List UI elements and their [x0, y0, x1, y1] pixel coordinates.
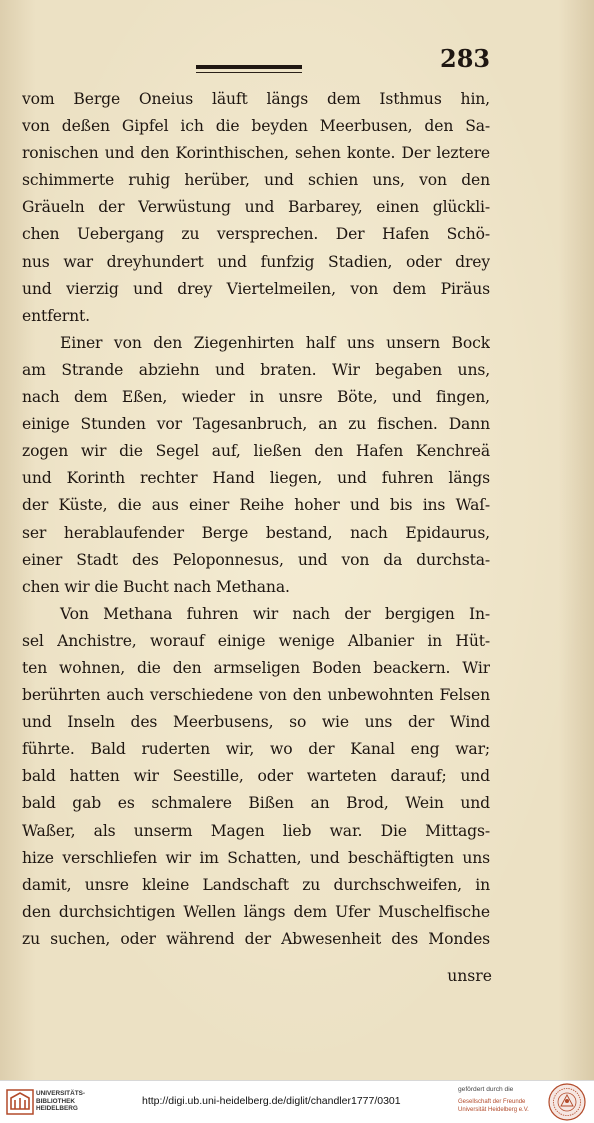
- text-line: schimmerte ruhig herüber, und schien uns, von den: [22, 171, 490, 190]
- text-line: und Inseln des Meerbusens, so wie uns der Wind: [22, 713, 490, 732]
- text-line: entfernt.: [22, 306, 90, 325]
- text-line: vom Berge Oneius läuft längs dem Isthmus hin,: [22, 90, 490, 108]
- text-line: chen wir die Bucht nach Methana.: [22, 577, 290, 596]
- text-line: bald gab es schmalere Bißen an Brod, Wein und: [22, 794, 490, 813]
- text-line: zu suchen, oder während der Abwesenheit des Mondes: [22, 929, 490, 948]
- text-line: den durchsichtigen Wellen längs dem Ufer Muschelfische: [22, 902, 490, 921]
- catchword: unsre: [447, 967, 492, 985]
- university-library-logo-icon: [6, 1089, 34, 1115]
- text-body: [22, 86, 490, 953]
- text-line: und vierzig und drey Viertelmeilen, von dem Piräus: [22, 279, 490, 298]
- text-line: nach dem Eßen, wieder in unsre Böte, und fingen,: [22, 388, 490, 407]
- text-line: ronischen und den Korinthischen, sehen konte. Der leztere: [22, 144, 490, 163]
- text-line: von deßen Gipfel ich die beyden Meerbusen, den Sa-: [22, 117, 490, 136]
- text-line: einer Stadt des Peloponnesus, und von da durchsta-: [22, 550, 490, 569]
- text-line: Waßer, als unserm Magen lieb war. Die Mittags-: [22, 821, 490, 840]
- text-line: damit, unsre kleine Landschaft zu durchschweifen, in: [22, 875, 490, 894]
- university-seal-icon: [548, 1083, 586, 1121]
- header-rule: [196, 65, 302, 69]
- text-line: ser herablaufender Berge bestand, nach Epidaurus,: [22, 523, 490, 542]
- permalink-url[interactable]: http://digi.ub.uni-heidelberg.de/diglit/chandler1777/0301: [142, 1095, 401, 1107]
- text-line: chen Uebergang zu versprechen. Der Hafen Schö-: [22, 225, 490, 244]
- text-line: sel Anchistre, worauf einige wenige Albanier in Hüt-: [22, 631, 490, 650]
- text-line: berührten auch verschiedene von den unbewohnten Felsen: [22, 686, 490, 705]
- library-name-line: BIBLIOTHEK: [36, 1097, 76, 1105]
- text-line: nus war dreyhundert und funfzig Stadien, oder drey: [22, 252, 490, 271]
- page-number: 283: [440, 44, 491, 73]
- library-name-line: UNIVERSITÄTS-: [36, 1090, 85, 1097]
- viewer-footer: [0, 1080, 594, 1123]
- library-name-line: HEIDELBERG: [36, 1105, 78, 1113]
- text-line: zogen wir die Segel auf, ließen den Hafen Kenchreä: [22, 442, 490, 461]
- text-line: ten wohnen, die den armseligen Boden beackern. Wir: [22, 658, 490, 677]
- text-line: Gräueln der Verwüstung und Barbarey, einen glückli-: [22, 198, 490, 217]
- text-line: der Küste, die aus einer Reihe hoher und bis ins Waſ-: [22, 496, 490, 515]
- text-line: einige Stunden vor Tagesanbruch, an zu fischen. Dann: [22, 415, 490, 434]
- university-library-name: [36, 1090, 106, 1113]
- text-line: und Korinth rechter Hand liegen, und fuhren längs: [22, 469, 490, 488]
- paragraph-start-line: Einer von den Ziegenhirten half uns unsern Bock: [60, 333, 490, 352]
- paragraph-start-line: Von Methana fuhren wir nach der bergigen In-: [60, 604, 490, 623]
- text-line: führte. Bald ruderten wir, wo der Kanal eng war;: [22, 740, 490, 759]
- sponsor-name-line: Universität Heidelberg e.V.: [458, 1106, 529, 1113]
- sponsor-name-line: Gesellschaft der Freunde: [458, 1099, 526, 1105]
- text-line: bald hatten wir Seestille, oder warteten darauf; und: [22, 767, 490, 786]
- text-line: am Strande abziehn und braten. Wir begaben uns,: [22, 360, 490, 379]
- text-line: hize verschliefen wir im Schatten, und beschäftigten uns: [22, 848, 490, 867]
- sponsor-label: gefördert durch die: [458, 1086, 514, 1093]
- sponsor-name: [458, 1099, 529, 1114]
